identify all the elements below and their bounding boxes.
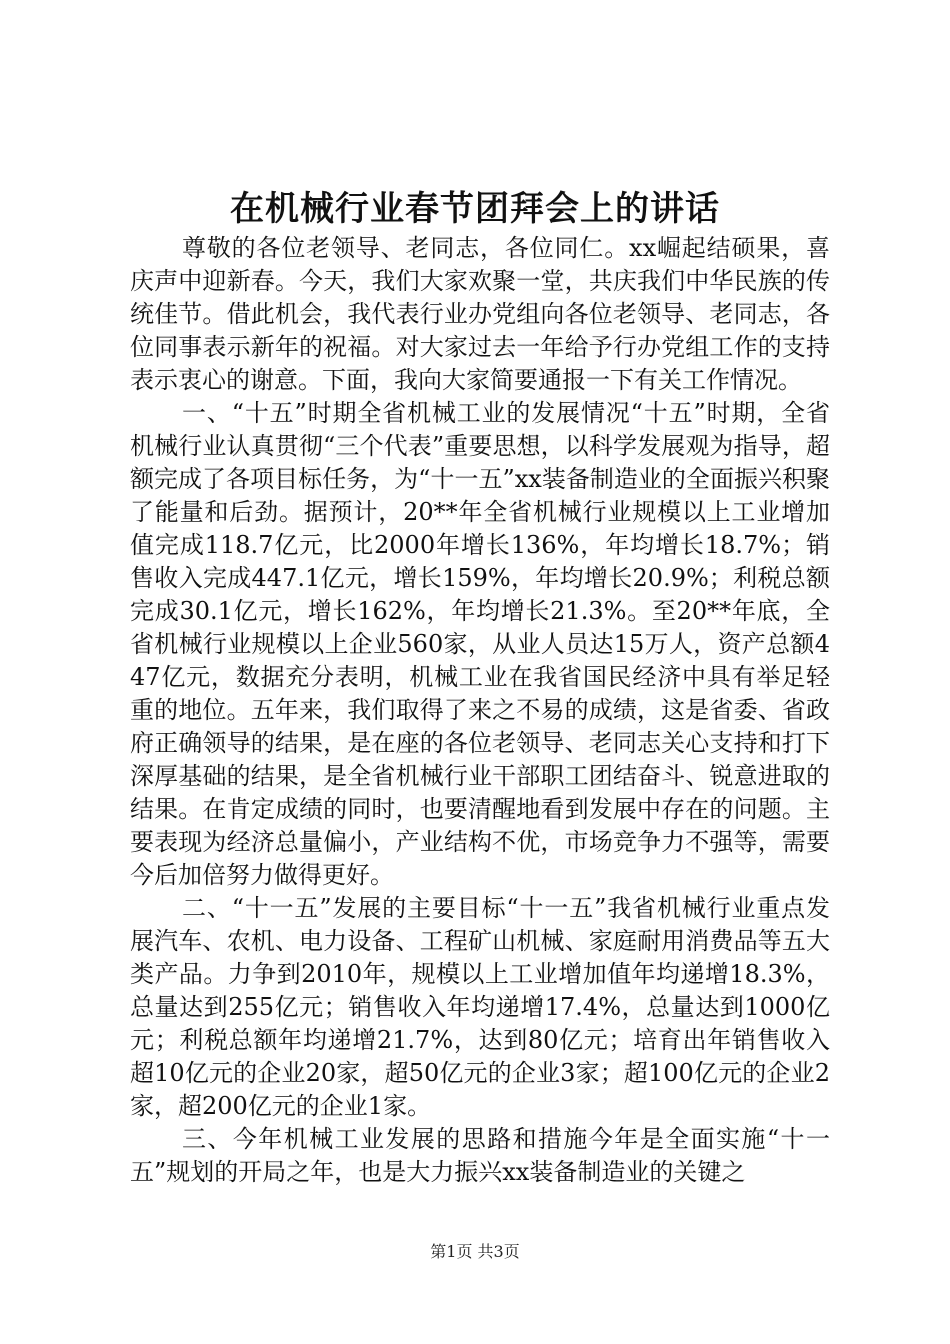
page-footer: 第1页 共3页: [430, 1242, 520, 1261]
paragraph-section-one: 一、“十五”时期全省机械工业的发展情况“十五”时期，全省机械行业认真贯彻“三个代表”重要思想，以科学发展观为指导，超额完成了各项目标任务，为“十一五”xx装备制造业的全面振兴积聚了能量和后劲。据预计，20**年全省机械行业规模以上工业增加值完成118.7亿元，比2000年增长136%，年均增长18.7%；销售收入完成447.1亿元，增长159%，年均增长20.9%；利税总额完成30.1亿元，增长162%，年均增长21.3%。至20**年底，全省机械行业规模以上企业560家，从业人员达15万人，资产总额447亿元，数据充分表明，机械工业在我省国民经济中具有举足轻重的地位。五年来，我们取得了来之不易的成绩，这是省委、省政府正确领导的结果，是在座的各位老领导、老同志关心支持和打下深厚基础的结果，是全省机械行业干部职工团结奋斗、锐意进取的结果。在肯定成绩的同时，也要清醒地看到发展中存在的问题。主要表现为经济总量偏小，产业结构不优，市场竞争力不强等，需要今后加倍努力做得更好。: [130, 399, 830, 889]
paragraph-section-two: 二、“十一五”发展的主要目标“十一五”我省机械行业重点发展汽车、农机、电力设备、工程矿山机械、家庭耐用消费品等五大类产品。力争到2010年，规模以上工业增加值年均递增18.3%，总量达到255亿元；销售收入年均递增17.4%，总量达到1000亿元；利税总额年均递增21.7%，达到80亿元；培育出年销售收入超10亿元的企业20家，超50亿元的企业3家；超100亿元的企业2家，超200亿元的企业1家。: [130, 894, 830, 1120]
document-body: [130, 232, 830, 1189]
paragraph-section-three: 三、今年机械工业发展的思路和措施今年是全面实施“十一五”规划的开局之年，也是大力振兴xx装备制造业的关键之: [130, 1125, 830, 1186]
document-title: 在机械行业春节团拜会上的讲话: [230, 189, 720, 229]
paragraph-greeting: 尊敬的各位老领导、老同志，各位同仁。xx崛起结硕果，喜庆声中迎新春。今天，我们大家欢聚一堂，共庆我们中华民族的传统佳节。借此机会，我代表行业办党组向各位老领导、老同志，各位同事表示新年的祝福。对大家过去一年给予行办党组工作的支持表示衷心的谢意。下面，我向大家简要通报一下有关工作情况。: [130, 234, 830, 394]
